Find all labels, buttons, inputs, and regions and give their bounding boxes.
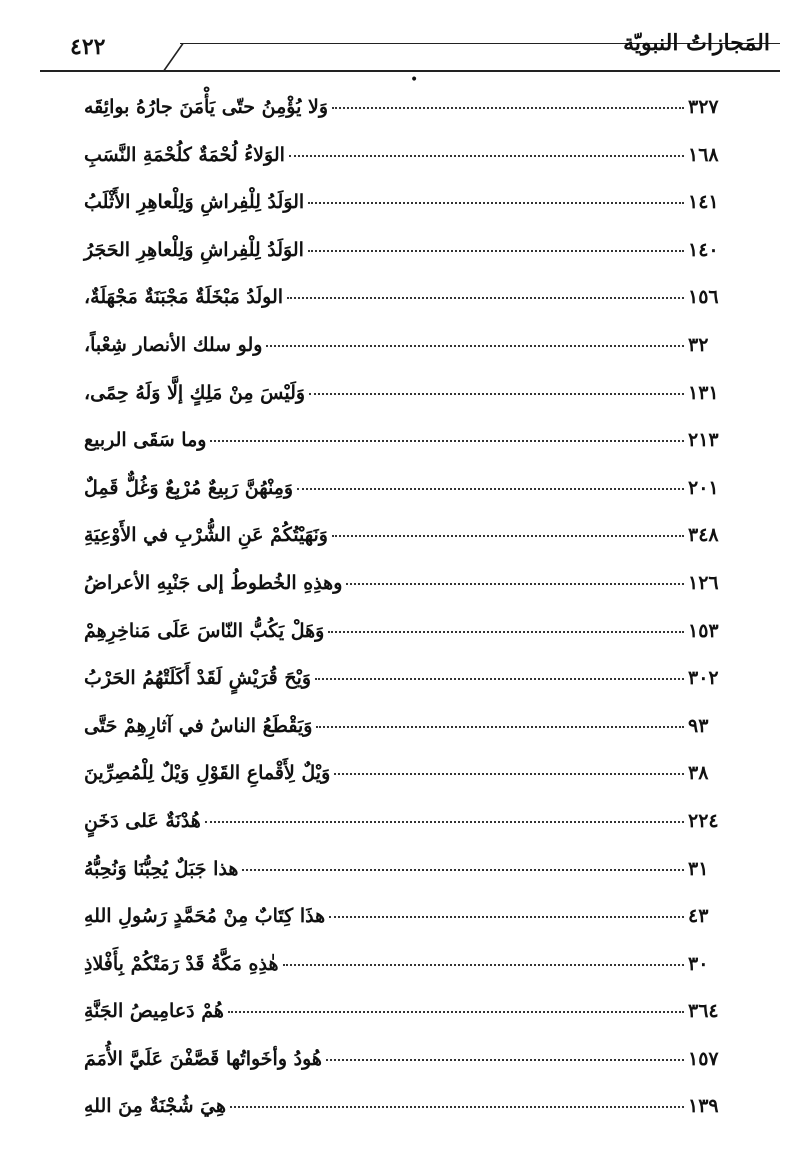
page-header xyxy=(40,18,780,78)
dot-leader xyxy=(308,202,684,204)
dot-leader xyxy=(308,250,684,252)
entry-phrase: وَهَلْ يَكُبُّ النّاسَ عَلَى مَناخِرِهِمْ xyxy=(84,619,325,642)
index-entry xyxy=(80,524,740,572)
index-entry xyxy=(80,144,740,192)
entry-phrase: وَلا يُؤْمِنُ حتّى يَأْمَنَ جارُهُ بوائِقَه xyxy=(84,96,328,118)
entry-page-number: ١٣١ xyxy=(688,381,719,404)
dot-leader xyxy=(309,393,684,395)
entry-page-number: ١٤١ xyxy=(688,191,719,214)
dot-leader xyxy=(287,297,684,299)
index-entry xyxy=(80,96,740,144)
entry-page-number: ٤٣ xyxy=(688,905,709,928)
entry-page-number: ٣٠ xyxy=(688,952,709,975)
index-entry xyxy=(80,1048,740,1096)
entry-phrase: وما سَقَى الربيع xyxy=(84,429,207,452)
dot-leader xyxy=(210,440,684,442)
dot-leader xyxy=(329,916,684,918)
dot-leader xyxy=(297,488,684,490)
dot-leader xyxy=(332,107,684,109)
entry-phrase: وَلَيْسَ مِنْ مَلِكٍ إلَّا وَلَهُ حِمًى، xyxy=(84,381,306,404)
entry-phrase: الوَلاءُ لُحْمَةٌ كلُحْمَةِ النَّسَبِ xyxy=(84,143,285,166)
entry-phrase: الولَدُ مَبْخَلَةٌ مَجْبَنَةٌ مَجْهَلَةٌ، xyxy=(84,286,284,309)
index-entry xyxy=(80,191,740,239)
entry-phrase: وهذِهِ الخُطوطُ إلى جَنْبِهِ الأعراضُ xyxy=(84,571,343,594)
entry-page-number: ٣٢٧ xyxy=(688,96,719,118)
entry-phrase: وَيَقْطَعُ الناسُ في آثارِهِمْ حَتَّى xyxy=(84,714,313,737)
entry-phrase: هذَا كِتَابٌ مِنْ مُحَمَّدٍ رَسُولِ اللهِ xyxy=(84,905,326,928)
index-entry xyxy=(80,810,740,858)
dot-leader xyxy=(332,535,684,537)
dot-leader xyxy=(346,583,684,585)
dot-leader xyxy=(316,726,684,728)
index-entry xyxy=(80,382,740,430)
entry-phrase: هٰذِهِ مَكَّةُ قَدْ رَمَتْكُمْ بِأَفْلاذِ xyxy=(84,952,279,975)
entry-phrase: الوَلَدُ لِلْفِراشِ وَلِلْعاهِرِ الأَثْلَبُ xyxy=(84,191,305,214)
entry-phrase: هُدْنَةٌ عَلى دَخَنٍ xyxy=(84,809,201,832)
dot-leader xyxy=(315,678,684,680)
entry-phrase: هِيَ شُجْنَةٌ مِنَ اللهِ xyxy=(84,1095,226,1118)
entry-page-number: ١٥٧ xyxy=(688,1047,719,1070)
dot-leader xyxy=(328,631,684,633)
dot-leader xyxy=(205,821,684,823)
index-entry xyxy=(80,334,740,382)
entry-page-number: ٣٤٨ xyxy=(688,524,719,547)
running-title: المَجازاتُ النبويّة xyxy=(623,30,770,56)
entry-page-number: ١٢٦ xyxy=(688,571,719,594)
index-entry xyxy=(80,858,740,906)
entry-page-number: ٣٠٢ xyxy=(688,667,719,690)
entry-phrase: الوَلَدُ لِلْفِراشِ وَلِلْعاهِرِ الحَجَرُ xyxy=(84,238,304,261)
entry-phrase: هُودُ وأخَواتُها قَصَّفْنَ عَلَيَّ الأُمَمَ xyxy=(84,1047,322,1070)
index-entry xyxy=(80,477,740,525)
index-entry xyxy=(80,762,740,810)
index-entry xyxy=(80,667,740,715)
entry-phrase: وَيْلٌ لِأَقْماعِ القَوْلِ وَيْلٌ لِلْمُصِرِّينَ xyxy=(84,762,331,785)
entry-phrase: هُمْ دَعامِيصُ الجَنَّةِ xyxy=(84,1000,224,1023)
entry-phrase: هذا جَبَلٌ يُحِبُّنَا وَنُحِبُّهُ xyxy=(84,857,239,880)
entry-phrase: ولو سلك الأنصار شِعْباً، xyxy=(84,333,263,356)
entry-phrase: وَمِنْهُنَّ رَبِيعٌ مُرْبِعٌ وَغُلٌّ قَمِلٌ xyxy=(84,476,294,499)
entry-page-number: ١٤٠ xyxy=(688,238,719,261)
index-entry xyxy=(80,620,740,668)
index-entry xyxy=(80,715,740,763)
dot-leader xyxy=(266,345,684,347)
dot-leader xyxy=(230,1106,684,1108)
index-entry xyxy=(80,429,740,477)
index-entry xyxy=(80,1000,740,1048)
entry-page-number: ٢٠١ xyxy=(688,476,719,499)
entry-page-number: ٣١ xyxy=(688,857,709,880)
index-entry xyxy=(80,905,740,953)
dot-leader xyxy=(326,1059,684,1061)
entry-page-number: ٢١٣ xyxy=(688,429,719,452)
page-number: ٤٢٢ xyxy=(70,34,106,60)
index-entry xyxy=(80,1095,740,1143)
index-entry xyxy=(80,286,740,334)
entry-page-number: ١٥٣ xyxy=(688,619,719,642)
header-slant-line xyxy=(162,44,184,72)
index-list xyxy=(80,96,740,1143)
dot-leader xyxy=(334,773,684,775)
entry-page-number: ١٣٩ xyxy=(688,1095,719,1118)
index-entry xyxy=(80,953,740,1001)
ornament-mark: • xyxy=(410,72,419,88)
entry-phrase: وَيْحَ قُرَيْشٍ لَقَدْ أَكَلَتْهُمُ الحَرْبُ xyxy=(84,667,312,690)
dot-leader xyxy=(289,155,684,157)
entry-page-number: ١٥٦ xyxy=(688,286,719,309)
entry-page-number: ٣٢ xyxy=(688,333,709,356)
entry-phrase: وَنَهَيْتُكُمْ عَنِ الشُّرْبِ في الأَوْعِيَةِ xyxy=(84,524,328,547)
index-entry xyxy=(80,239,740,287)
entry-page-number: ٩٣ xyxy=(688,714,709,737)
index-entry xyxy=(80,572,740,620)
entry-page-number: ٣٨ xyxy=(688,762,709,785)
entry-page-number: ٢٢٤ xyxy=(688,809,719,832)
dot-leader xyxy=(242,869,684,871)
dot-leader xyxy=(228,1011,684,1013)
entry-page-number: ١٦٨ xyxy=(688,143,719,166)
entry-page-number: ٣٦٤ xyxy=(688,1000,719,1023)
dot-leader xyxy=(283,964,685,966)
